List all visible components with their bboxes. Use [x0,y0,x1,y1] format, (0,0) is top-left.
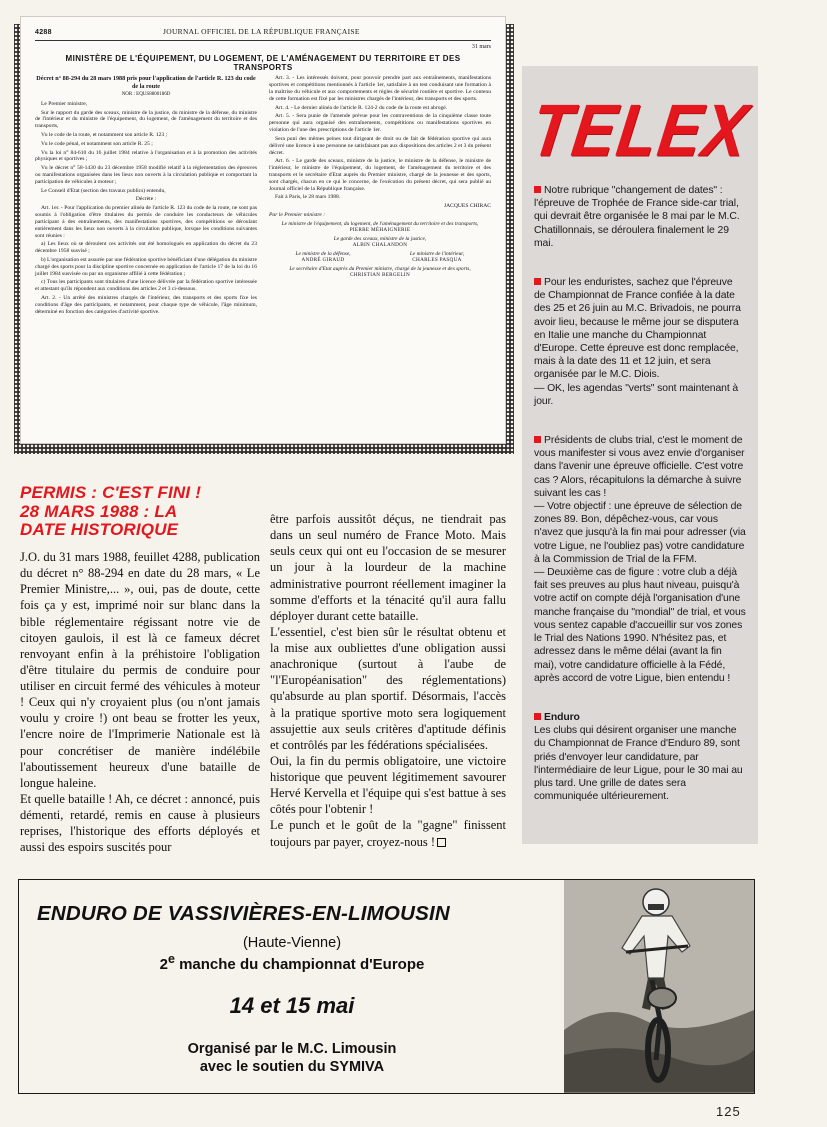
article-paragraph [270,817,506,849]
signature-name: PIERRE MÉHAIGNERIE [349,227,411,234]
ad-organizer [19,1040,565,1076]
decree-paragraph: b) L'organisation est assurée par une fédération sportive bénéficiant d'une délégation du ministre chargé des sports pour la discipline sportive concernée en application de l'article 17 de la loi du 16 juillet 1984 susvisée ou par un organisme affilié à cette fédération ; [35,256,257,277]
article-title-line: 28 MARS 1988 : LA [20,501,178,521]
signature-name: CHARLES PASQUA [412,257,462,264]
motocross-rider-icon [564,880,754,1092]
article-column-2 [270,511,506,850]
journal-right-column [269,75,491,317]
signature-block [383,251,491,264]
decree-paragraph: c) Tous les participants sont titulaires d'une licence délivrée par la fédération sportive intéressée et attestant qu'ils répondent aux conditions des articles 2 et 3 ci-dessous. [35,279,257,293]
signature-name: ANDRÉ GIRAUD [301,257,345,264]
signature-block [269,251,377,264]
telex-item-text: Présidents de clubs trial, c'est le moment de vous manifester si vous avez envie d'organiser dans l'avenir une épreuve officielle. C'est votre cas ? Alors, récapitulons la démarche à suivre suivant les cas ! [534,435,745,499]
decree-paragraph: Art. 4. - Le dernier alinéa de l'article R. 124-2 du code de la route est abrogé. [275,104,448,111]
telex-item-text: — Deuxième cas de figure : votre club a déjà fait ses preuves au plus haut niveau, puisqu'à votre actif on compte déjà l'organisation d'une manche française du "mondial" de trial, et vous vous sentez capable d'accueillir sur vos zones le Trial des Nations 1990. N'hésitez pas, et adressez dans le même délai (avant la fin mai), votre candidature officielle à la Fédé, après accord de votre Ligue, bien entendu ! [534,567,746,684]
decree-paragraph: Le Premier ministre, [41,100,88,107]
signature-label: Le secrétaire d'Etat auprès du Premier ministre, chargé de la jeunesse et des sports, [289,265,471,272]
page-number: 125 [716,1104,741,1119]
journal-left-column [35,75,257,317]
enduro-rider-photo [564,880,754,1093]
end-of-article-icon [437,838,446,847]
signature-block [269,221,491,234]
article-closing-text: Le punch et le goût de la "gagne" finissent toujours par payer, croyez-nous ! [270,818,506,849]
telex-item [534,276,746,408]
article-title [20,484,270,540]
telex-item [534,434,746,685]
article-paragraph: Et quelle bataille ! Ah, ce décret : annoncé, puis démenti, retardé, remis en cause à plusieurs reprises, l'historique des efforts déployés et aussi des espoirs suscités pour [20,791,260,855]
telex-logo [526,76,754,184]
article-paragraph: être parfois aussitôt déçus, ne tiendrait pas dans un seul numéro de France Moto. Mais seuls ceux qui ont eu l'occasion de se mesurer un jour à la lourdeur de la machine administrative pourront réellement imaginer la somme d'efforts et la ténacité qu'il aura fallu déployer durant cette bataille. [270,512,506,623]
signature-label: Le ministre de l'équipement, du logement, de l'aménagement du territoire et des transports, [281,220,479,227]
telex-item-text: Pour les enduristes, sachez que l'épreuve de Championnat de France confiée à la date des 25 et 26 juin au M.C. Brivadois, ne pourra avoir lieu, because le même jour se disputera en Italie une manche du Championnat d'Europe. Cette épreuve est donc remplacée, mais à la date des 11 et 12 juin, et sera organisée par le M.C. Diois. [534,277,741,381]
telex-item-title: Enduro [544,711,580,723]
article-paragraph: J.O. du 31 mars 1988, feuillet 4288, publication du décret n° 88-294 en date du 28 mars, « Le Premier Ministre,... », oui, pas de doute, cette fois ça y est, imprimé noir sur blanc dans la bible réglementaire régissant notre vie de citoyen gaulois, il est là ce fameux décret renvoyant enfin à la préhistoire l'obligation d'être titulaire du permis de conduire pour utiliser en circuit fermé des véhicules à moteur ! Ceux qui n'y croyaient plus (ou n'ont jamais voulu y croire !) ont beau se frotter les yeux, l'encre noire de l'Imprimerie Nationale est là pour concrétiser de manière indélébile l'aboutissement heureux d'une bataille de longue haleine. [20,550,260,790]
signature-label: Le garde des sceaux, ministre de la justice, [333,235,427,242]
journal-ministry: MINISTÈRE DE L'ÉQUIPEMENT, DU LOGEMENT, DE L'AMÉNAGEMENT DU TERRITOIRE ET DES TRANSPORTS [65,54,461,73]
ad-region: (Haute-Vienne) [242,935,342,951]
signature-name: ALBIN CHALANDON [352,242,408,249]
decree-paragraph: Art. 2. - Un arrêté des ministres chargés de l'intérieur, des transports et des sports fixe les conditions d'âge des participants, et notamment, pour chaque type de véhicule, l'âge minimum, déterminé en fonction des catégories d'activité sportive. [35,295,257,315]
signature-pm: JACQUES CHIRAC [443,203,491,210]
telex-item [534,711,746,803]
journal-header-title: JOURNAL OFFICIEL DE LA RÉPUBLIQUE FRANÇAISE [163,27,360,36]
telex-item-text: — OK, les agendas "verts" sont maintenant à jour. [534,382,739,407]
journal-header [35,27,491,41]
signature-label: Le ministre de l'intérieur, [409,250,465,257]
article-title-line: DATE HISTORIQUE [20,520,179,540]
decree-paragraph: Fait à Paris, le 28 mars 1988. [275,194,341,201]
signature-block [269,266,491,279]
ad-round [19,952,565,973]
signature-block [269,236,491,249]
ad-round-number: 2 [159,956,168,973]
journal-officiel-clipping [6,16,516,456]
red-square-bullet-icon [534,278,541,285]
decree-nor: NOR : EQUS8800186D [121,91,171,97]
journal-date: 31 mars [471,44,491,50]
ad-round-text: manche du championnat d'Europe [174,956,425,973]
decree-paragraph: Vu la loi n° 84-610 du 16 juillet 1984 relative à l'organisation et à la promotion des activités physiques et sportives ; [35,149,257,163]
telex-item-text: Notre rubrique "changement de dates" : l'épreuve de Trophée de France side-car trial, qui devrait être organisée le 8 mai par le M.C. Chatillonnais, se déroulera finalement le 29 mai. [534,185,740,249]
ad-dates: 14 et 15 mai [229,993,355,1018]
article-paragraph: Oui, la fin du permis obligatoire, une victoire historique que peuvent légitimement savourer Hervé Kervella et l'équipe qui s'est battue à ses côtés pour l'obtenir ! [270,753,506,817]
telex-item-text: — Votre objectif : une épreuve de sélection de zones 89. Bon, dépêchez-vous, car vous n'avez que jusqu'à la fin mai pour adresser (via votre Ligue, ne l'oubliez pas) votre candidature à la Commission de Trial de la FFM. [534,501,746,565]
ad-organizer-line: Organisé par le M.C. Limousin [187,1041,397,1057]
ad-title: ENDURO DE VASSIVIÈRES-EN-LIMOUSIN [37,902,450,925]
article-title-line: PERMIS : C'EST FINI ! [20,483,202,502]
article-paragraph: L'essentiel, c'est bien sûr le résultat obtenu et la mise aux oubliettes d'une obligation aussi anachronique (surtout à l'aube de "l'Européanisation" des réglementations) qu'absurde au plan sportif. Désormais, l'accès à la pratique sportive moto sera logiquement assujettie aux seuls critères d'aptitude définis et contrôlés par les fédérations spécialisées. [270,624,506,752]
signature-label: Le ministre de la défense, [295,250,351,257]
article-column-1 [20,549,260,855]
decree-paragraph: Art. 6. - Le garde des sceaux, ministre de la justice, le ministre de la défense, le ministre de l'intérieur, le ministre de l'équipement, du logement, de l'aménagement du territoire et des transports et le secrétaire d'Etat auprès du Premier ministre, chargé de la jeunesse et des sports, sont chargés, chacun en ce qui le concerne, de l'exécution du présent décret, qui sera publié au Journal officiel de la République française. [269,158,491,192]
telex-item-text: Les clubs qui désirent organiser une manche du Championnat de France d'Enduro 89, sont priés d'envoyer leur candidature, par l'intermédiaire de leur Ligue, pour le 30 mai au plus tard. Une grille de dates sera communiquée ultérieurement. [534,725,743,803]
journal-page-number: 4288 [35,29,52,36]
clipping-paper [20,16,506,444]
decree-paragraph: Vu le code pénal, et notamment son article R. 25 ; [41,140,153,147]
decree-paragraph: Sera puni des mêmes peines tout dirigeant de droit ou de fait de fédération sportive qui aura délivré une licence à une personne ne satisfaisant pas aux dispositions des articles 2 et 3 du présent décret. [269,135,491,156]
decree-paragraph: Art. 3. - Les intéressés doivent, pour pouvoir prendre part aux entraînements, manifestations sportives et compétitions mentionnés à l'article 1er, satisfaire à un test conduisant une formation à la maîtrise du véhicule et aux comportements et règles de sécurité routière et sportive. Le contenu de cette formation est fixé par les ministres chargés de l'intérieur, des transports et des sports. [269,75,491,102]
telex-sidebar [522,66,758,844]
signature-label: Par le Premier ministre : [269,212,326,218]
ad-round-suffix: e [167,952,175,966]
telex-item [534,184,746,250]
decree-paragraph: Le Conseil d'Etat (section des travaux publics) entendu, [41,187,166,194]
red-square-bullet-icon [534,436,541,443]
enduro-advertisement [18,879,755,1094]
decree-paragraph: a) Les lieux où se déroulent ces activités ont été homologués en application du décret du 23 décembre 1958 susvisé ; [35,241,257,255]
decree-title: Décret n° 88-294 du 28 mars 1988 pris pour l'application de l'article R. 123 du code de la route [36,75,256,90]
decree-paragraph: Art. 1er. - Pour l'application du premier alinéa de l'article R. 123 du code de la route, ne sont pas soumis à l'obligation d'être titulaires du permis de conduire les conducteurs de véhicules participant à des entraînements, des manifestations sportives, des compétitions se déroulant entièrement dans les lieux non ouverts à la circulation publique, lorsque les conditions suivantes sont réunies : [35,205,257,239]
decree-paragraph: Vu le code de la route, et notamment son article R. 123 ; [41,131,168,138]
red-square-bullet-icon [534,713,541,720]
decree-paragraph: Sur le rapport du garde des sceaux, ministre de la justice, du ministre de la défense, du ministre de l'intérieur et du ministre de l'équipement, du logement, de l'aménagement du territoire et des transports, [35,109,257,130]
ad-text-area [19,880,565,1093]
decree-paragraph: Vu le décret n° 58-1430 du 23 décembre 1958 modifié relatif à la réglementation des épreuves ou manifestations organisées dans les lieux non ouverts à la circulation publique et comportant la participation de véhicules à moteur ; [35,165,257,185]
signature-name: CHRISTIAN BERGELIN [349,272,410,279]
red-square-bullet-icon [534,186,541,193]
ad-organizer-line: avec le soutien du SYMIVA [199,1059,385,1076]
decree-paragraph: Art. 5. - Sera punie de l'amende prévue pour les contraventions de la cinquième classe toute personne qui aura organisé des entraînements, compétitions ou manifestations sportives en violation de l'une des prescriptions de l'article 1er. [269,113,491,134]
telex-logo-text: TELEX [526,88,754,172]
decree-paragraph: Décrète : [135,196,157,203]
